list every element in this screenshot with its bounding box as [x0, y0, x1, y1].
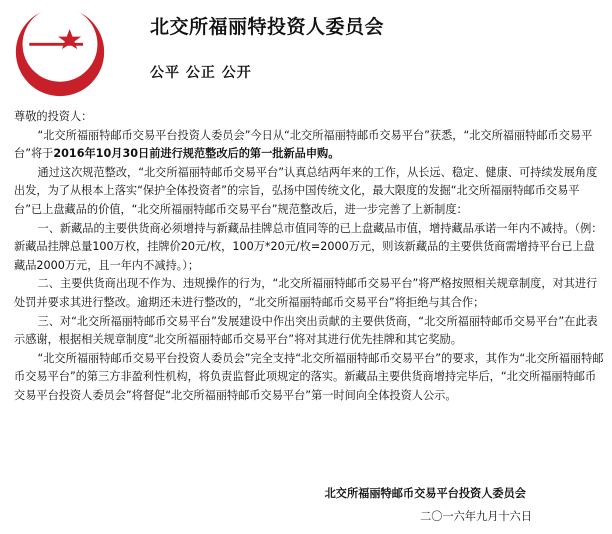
paragraph-rectification: 通过这次规范整改，“北交所福丽特邮币交易平台”认真总结两年来的工作，从长远、稳定、健康、可持续发展角度出发，为了从根本上落实“保护全体投资者”的宗旨，弘扬中国传统文化，最大限度的发掘“北交所福丽特邮币交易平台”已上盘藏品的价值，“北交所福丽特邮币交易平台”规范整改后，进一步完善了上新制度： — [14, 165, 598, 216]
rule-item-2: 二、主要供货商出现不作为、违规操作的行为，“北交所福丽特邮币交易平台”将严格按照相关规章制度，对其进行处罚并要求其进行整改。逾期还未进行整改的，“北交所福丽特邮币交易平台”将拒绝与其合作； — [14, 277, 598, 309]
letter-date: 二〇一六年九月十六日 — [420, 510, 532, 523]
rule-item-1: 一、新藏品的主要供货商必须增持与新藏品挂牌总市值同等的已上盘藏品市值，增持藏品承诺一年内不减持。（例：新藏品挂牌总量100万枚，挂牌价20元/枚，100万*20元/枚=2000万元，则该新藏品的主要供货商需增持平台已上盘藏品2000万元，且一年内不减持。）； — [14, 221, 603, 272]
crescent-star-logo-icon — [12, 4, 108, 100]
slogan: 公平 公正 公开 — [150, 65, 252, 81]
paragraph-committee-support: “北交所福丽特邮币交易平台投资人委员会”完全支持“北交所福丽特邮币交易平台”的要求，其作为“北交所福丽特邮币交易平台”的第三方非盈利性机构，将负责监督此项规定的落实。新藏品主要供货商增持完毕后，“北交所福丽特邮币交易平台投资人委员会”将督促“北交所福丽特邮币交易平台”第一时间向全体投资人公示。 — [14, 351, 604, 402]
announcement-date: 2016年10月30日前进行规范整改后的第一批新品申购。 — [53, 147, 340, 161]
letterhead — [0, 0, 612, 100]
announcement-text: “北交所福丽特邮币交易平台投资人委员会”今日从“北交所福丽特邮币交易平台”获悉，“北交所福丽特邮币交易平台”将于 — [14, 128, 593, 161]
signature: 北交所福丽特邮币交易平台投资人委员会 — [324, 487, 526, 500]
rule-item-3: 三、对“北交所福丽特邮币交易平台”发展建设中作出突出贡献的主要供货商，“北交所福丽特邮币交易平台”在此表示感谢，根据相关规章制度“北交所福丽特邮币交易平台”将对其进行优先挂牌和其它奖励。 — [14, 314, 598, 347]
organization-title: 北交所福丽特投资人委员会 — [150, 16, 385, 38]
paragraph-announcement — [14, 127, 604, 164]
letter-body — [14, 108, 604, 406]
salutation: 尊敬的投资人： — [14, 110, 93, 123]
